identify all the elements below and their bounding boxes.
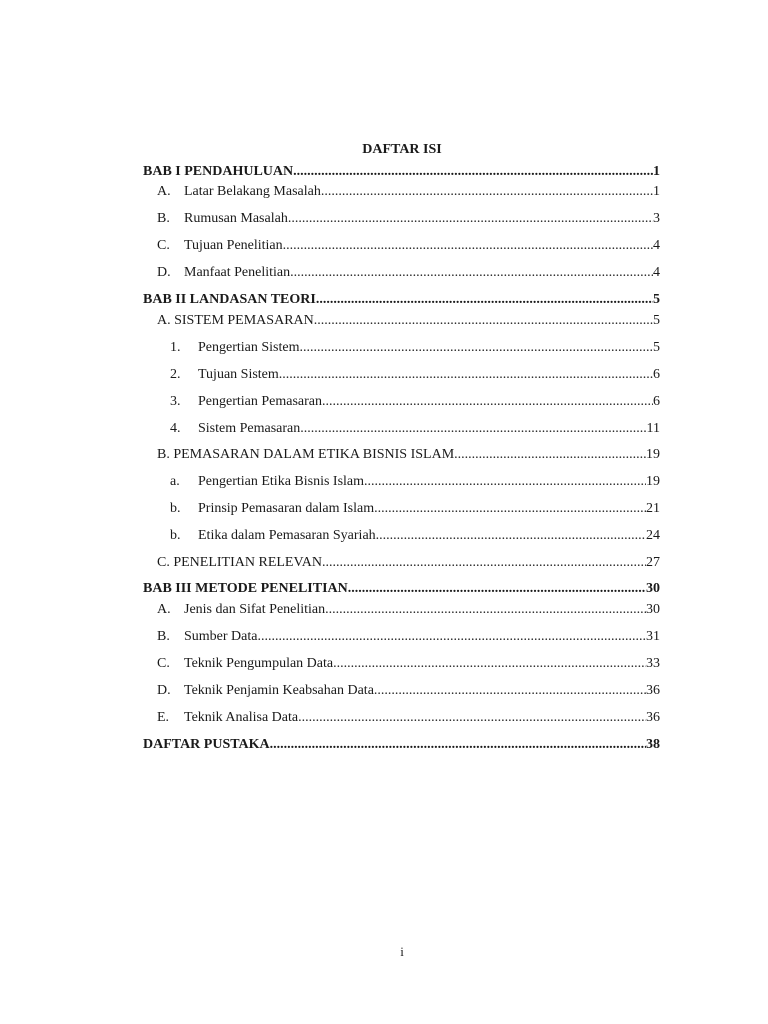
toc-entry-marker: D. <box>157 265 171 280</box>
toc-entry[interactable] <box>143 163 660 181</box>
toc-entry[interactable] <box>157 264 660 282</box>
toc-entry-label: B. PEMASARAN DALAM ETIKA BISNIS ISLAM <box>157 447 455 462</box>
toc-entry-page: 6 <box>653 367 660 382</box>
toc-entry-page: 24 <box>646 528 660 543</box>
toc-entry-label: A. SISTEM PEMASARAN <box>157 313 314 328</box>
toc-entry-marker: B. <box>157 211 170 226</box>
toc-entry-page: 1 <box>653 184 660 199</box>
toc-entry-page: 36 <box>646 710 660 725</box>
toc-leader-dots <box>279 366 653 384</box>
toc-entry[interactable] <box>157 237 660 255</box>
toc-entry[interactable] <box>170 420 660 438</box>
toc-entry-marker: b. <box>170 501 181 516</box>
toc-entry-label: Teknik Pengumpulan Data <box>184 656 334 671</box>
toc-entry-marker: 1. <box>170 340 181 355</box>
toc-leader-dots <box>325 601 646 619</box>
toc-entry-marker: A. <box>157 602 171 617</box>
toc-entry-label: Teknik Penjamin Keabsahan Data <box>184 683 374 698</box>
toc-entry-label: Tujuan Penelitian <box>184 238 283 253</box>
toc-entry-marker: B. <box>157 629 170 644</box>
toc-leader-dots <box>333 655 646 673</box>
toc-entry[interactable] <box>157 628 660 646</box>
toc-entry[interactable] <box>157 601 660 619</box>
toc-leader-dots <box>293 163 653 181</box>
toc-entry-marker: A. <box>157 184 171 199</box>
toc-entry-label: Pengertian Etika Bisnis Islam <box>198 474 365 489</box>
toc-entry-label: Pengertian Pemasaran <box>198 394 323 409</box>
toc-entry-label: C. PENELITIAN RELEVAN <box>157 555 323 570</box>
toc-entry[interactable] <box>157 210 660 228</box>
toc-leader-dots <box>316 291 653 309</box>
toc-entry-marker: E. <box>157 710 170 725</box>
toc-leader-dots <box>321 183 653 201</box>
toc-entry-marker: a. <box>170 474 180 489</box>
toc-entry-page: 4 <box>653 265 660 280</box>
toc-entry[interactable] <box>157 183 660 201</box>
toc-entry[interactable] <box>143 291 660 309</box>
toc-leader-dots <box>454 446 646 464</box>
toc-entry-label: Tujuan Sistem <box>198 367 279 382</box>
toc-entry[interactable] <box>170 473 660 491</box>
toc-leader-dots <box>376 527 646 545</box>
toc-leader-dots <box>300 339 654 357</box>
toc-leader-dots <box>364 473 646 491</box>
toc-entry[interactable] <box>170 527 660 545</box>
toc-leader-dots <box>283 237 653 255</box>
toc-leader-dots <box>300 420 646 438</box>
toc-entry-page: 30 <box>646 581 660 596</box>
toc-entry-label: DAFTAR PUSTAKA <box>143 737 270 752</box>
toc-entry-page: 5 <box>653 292 660 307</box>
toc-entry-page: 1 <box>653 164 660 179</box>
toc-leader-dots <box>322 393 653 411</box>
toc-leader-dots <box>290 264 653 282</box>
toc-entry-label: Teknik Analisa Data <box>184 710 299 725</box>
toc-entry-label: Latar Belakang Masalah <box>184 184 321 199</box>
toc-entry[interactable] <box>170 500 660 518</box>
toc-entry-marker: 4. <box>170 421 181 436</box>
toc-entry-label: Sistem Pemasaran <box>198 421 301 436</box>
toc-entry-page: 6 <box>653 394 660 409</box>
toc-entry-page: 19 <box>646 474 660 489</box>
toc-entry[interactable] <box>143 736 660 754</box>
toc-entry-page: 3 <box>653 211 660 226</box>
toc-entry-page: 19 <box>646 447 660 462</box>
toc-entry-label: Sumber Data <box>184 629 258 644</box>
toc-entry-page: 27 <box>646 555 660 570</box>
toc-entry-marker: C. <box>157 656 170 671</box>
toc-leader-dots <box>374 500 646 518</box>
toc-entry[interactable] <box>170 393 660 411</box>
toc-entry-label: Manfaat Penelitian <box>184 265 291 280</box>
toc-entry-label: Jenis dan Sifat Penelitian <box>184 602 326 617</box>
toc-entry-page: 4 <box>653 238 660 253</box>
toc-entry[interactable] <box>157 655 660 673</box>
toc-entry-marker: D. <box>157 683 171 698</box>
toc-entry-label: Prinsip Pemasaran dalam Islam <box>198 501 375 516</box>
toc-entry-page: 36 <box>646 683 660 698</box>
toc-entry-label: Rumusan Masalah <box>184 211 288 226</box>
page-title: DAFTAR ISI <box>362 142 442 157</box>
toc-entry[interactable] <box>170 366 660 384</box>
toc-entry-page: 5 <box>653 340 660 355</box>
toc-entry[interactable] <box>170 339 660 357</box>
toc-entry-page: 11 <box>646 421 660 436</box>
toc-entry[interactable] <box>157 682 660 700</box>
toc-entry[interactable] <box>157 709 660 727</box>
toc-entry-label: Etika dalam Pemasaran Syariah <box>198 528 376 543</box>
toc-entry-label: Pengertian Sistem <box>198 340 300 355</box>
toc-entry-marker: C. <box>157 238 170 253</box>
toc-entry-page: 31 <box>646 629 660 644</box>
toc-leader-dots <box>374 682 646 700</box>
toc-entry-label: BAB I PENDAHULUAN <box>143 164 294 179</box>
toc-entry-page: 38 <box>646 737 660 752</box>
toc-leader-dots <box>298 709 646 727</box>
page-number: i <box>400 944 404 959</box>
toc-entry[interactable] <box>157 554 660 572</box>
toc-entry-label: BAB II LANDASAN TEORI <box>143 292 316 307</box>
toc-entry-marker: 2. <box>170 367 181 382</box>
toc-entry[interactable] <box>157 446 660 464</box>
toc-entry-label: BAB III METODE PENELITIAN <box>143 581 348 596</box>
toc-leader-dots <box>348 580 646 598</box>
toc-entry-page: 30 <box>646 602 660 617</box>
toc-entry[interactable] <box>157 312 660 330</box>
toc-entry-marker: b. <box>170 528 181 543</box>
toc-entry[interactable] <box>143 580 660 598</box>
toc-leader-dots <box>270 736 646 754</box>
toc-leader-dots <box>288 210 653 228</box>
toc-entry-marker: 3. <box>170 394 181 409</box>
toc-leader-dots <box>257 628 646 646</box>
toc-leader-dots <box>322 554 646 572</box>
toc-entry-page: 33 <box>646 656 660 671</box>
toc-entry-page: 21 <box>646 501 660 516</box>
toc-leader-dots <box>314 312 653 330</box>
toc-entry-page: 5 <box>653 313 660 328</box>
